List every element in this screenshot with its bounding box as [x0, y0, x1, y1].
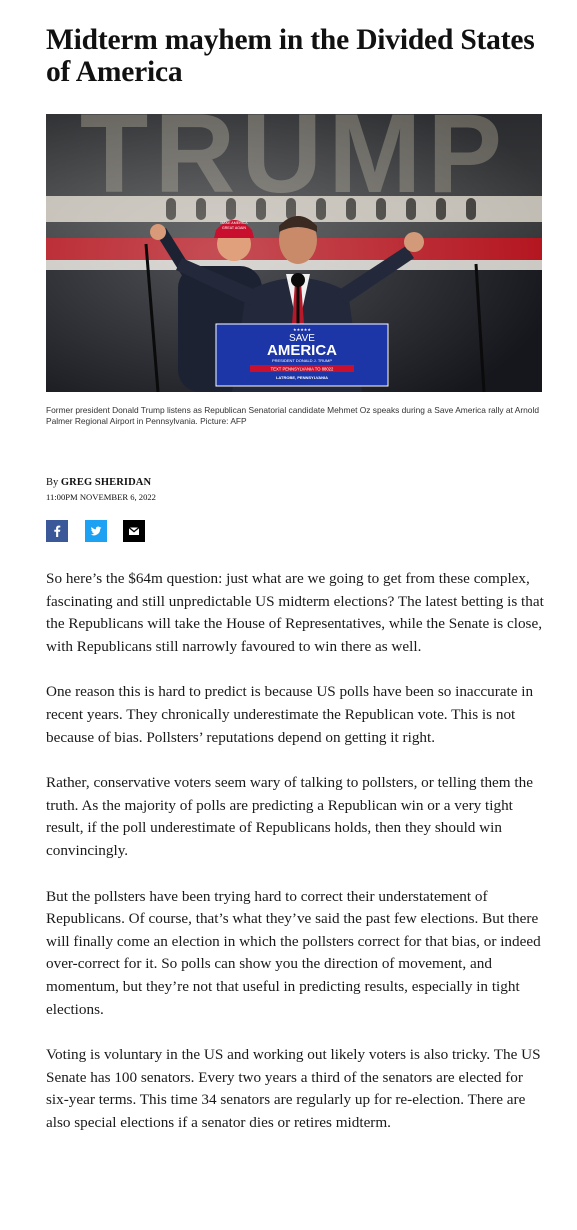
paragraph: One reason this is hard to predict is because US polls have been so inaccurate in recent years. They chronically underestimate the Republican vote. This is not because of bias. Pollsters’ reputations depend on getting it right.	[46, 683, 534, 746]
twitter-icon	[85, 520, 107, 542]
svg-text:SAVE: SAVE	[289, 333, 315, 344]
image-caption: Former president Donald Trump listens as Republican Senatorial candidate Mehmet Oz speaks during a Save America rally at Arnold Palmer Regional Airport in Pennsylvania. Picture: AFP	[46, 405, 539, 426]
svg-text:AMERICA: AMERICA	[267, 342, 337, 359]
facebook-icon	[46, 520, 68, 542]
headline: Midterm mayhem in the Divided States of America	[46, 24, 535, 88]
paragraph: But the pollsters have been trying hard to correct their understatement of Republicans. Of course, that’s what they’ve said the past few elections. But there will finally come an election in which the pollsters correct for that bias, or indeed over-correct for it. So polls can show you the direction of movement, and momentum, but they’re not that useful in predicting results, especially in tight elections.	[46, 887, 541, 1018]
article-body	[46, 568, 544, 1157]
share-twitter-button[interactable]	[85, 520, 107, 542]
paragraph: Rather, conservative voters seem wary of talking to pollsters, or telling them the truth. As the majority of polls are predicting a Republican win or a very tight result, if the poll underestimate of Republicans holds, then they should win convincingly.	[46, 774, 533, 859]
svg-text:GREAT AGAIN: GREAT AGAIN	[221, 226, 247, 230]
email-icon	[123, 520, 145, 542]
publish-timestamp: 11:00PM NOVEMBER 6, 2022	[46, 492, 156, 502]
share-facebook-button[interactable]	[46, 520, 68, 542]
svg-text:TEXT PENNSYLVANIA TO 88022: TEXT PENNSYLVANIA TO 88022	[270, 366, 334, 372]
svg-text:PRESIDENT DONALD J. TRUMP: PRESIDENT DONALD J. TRUMP	[271, 358, 333, 363]
byline	[46, 477, 151, 488]
svg-text:LATROBE, PENNSYLVANIA: LATROBE, PENNSYLVANIA	[275, 375, 329, 380]
podium-sign	[216, 324, 388, 386]
byline-prefix: By	[46, 477, 61, 488]
svg-text:★★★★★: ★★★★★	[293, 327, 311, 332]
author-link[interactable]: GREG SHERIDAN	[60, 477, 152, 488]
svg-text:MAKE AMERICA: MAKE AMERICA	[220, 221, 248, 225]
paragraph: So here’s the $64m question: just what are we going to get from these complex, fascinating and still unpredictable US midterm elections? The latest betting is that the Republicans will take the House of Representatives, while the Senate is close, with Republicans still narrowly favoured to win there as well.	[46, 570, 544, 655]
paragraph: Voting is voluntary in the US and working out likely voters is also tricky. The US Senate has 100 senators. Every two years a third of the senators are elected for six-year terms. This time 34 senators are regularly up for re-election. There are also special elections if a senator dies or retires midterm.	[46, 1046, 541, 1131]
rally-photo	[46, 114, 542, 392]
hero-image[interactable]	[46, 114, 542, 392]
share-email-button[interactable]	[123, 520, 145, 542]
